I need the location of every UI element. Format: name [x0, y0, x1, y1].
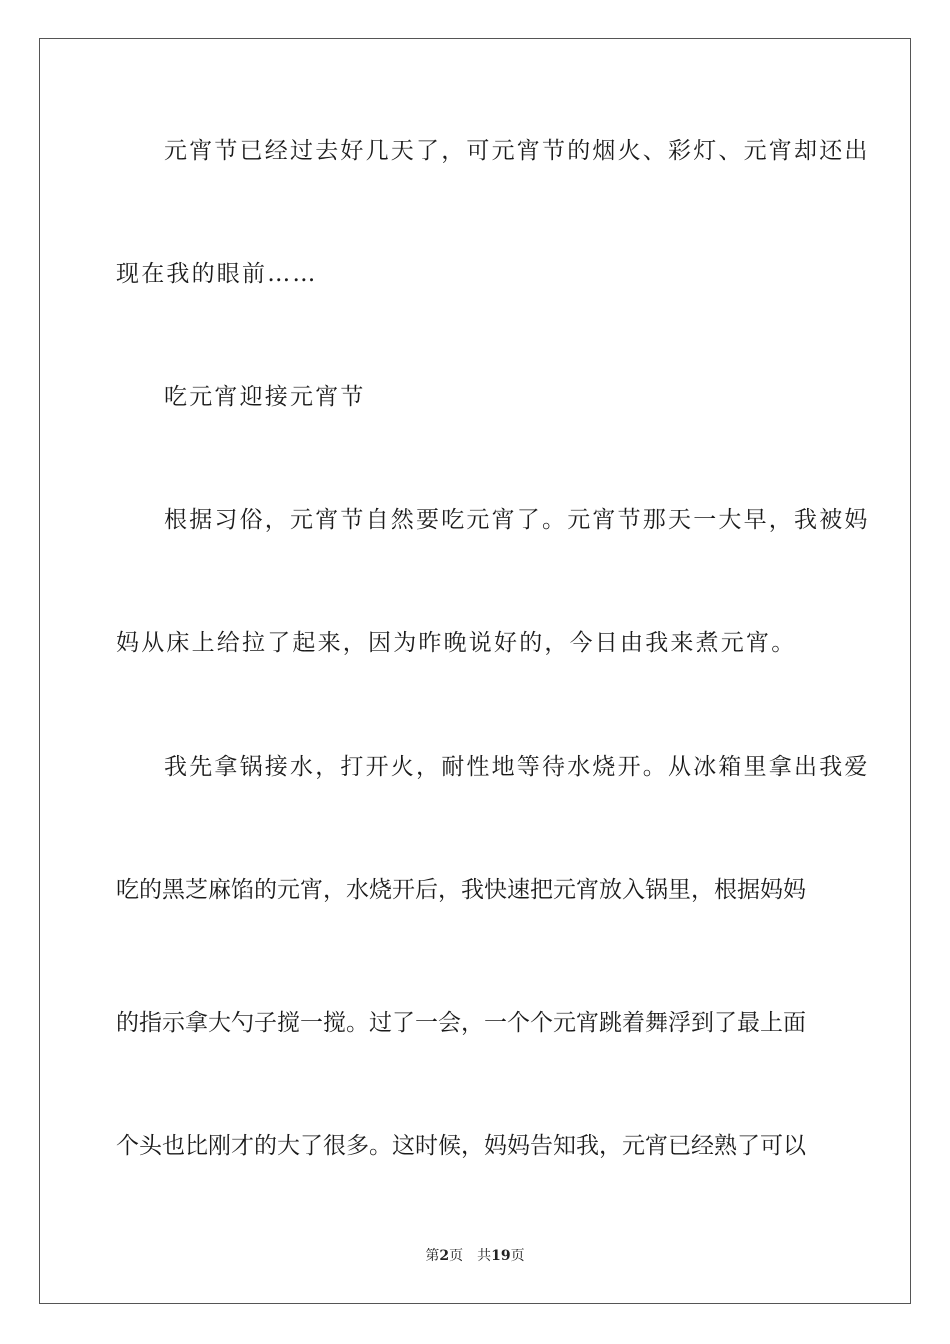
page-number: 2 — [439, 1248, 450, 1264]
page-frame — [39, 38, 911, 1304]
paragraph-line: 现在我的眼前…… — [116, 261, 318, 287]
page-suffix: 页 — [449, 1248, 464, 1264]
paragraph-line: 我先拿锅接水，打开火，耐性地等待水烧开。从冰箱里拿出我爱 — [164, 754, 870, 780]
total-suffix: 页 — [510, 1248, 525, 1264]
total-prefix: 共 — [477, 1248, 492, 1264]
paragraph-line: 元宵节已经过去好几天了，可元宵节的烟火、彩灯、元宵却还出 — [164, 138, 870, 164]
page-footer — [0, 1246, 950, 1266]
total-pages: 19 — [491, 1248, 511, 1264]
paragraph-line: 吃的黑芝麻馅的元宵，水烧开后，我快速把元宵放入锅里，根据妈妈 — [116, 877, 806, 903]
paragraph-line: 的指示拿大勺子搅一搅。过了一会，一个个元宵跳着舞浮到了最上面 — [116, 1010, 806, 1036]
paragraph-line: 根据习俗，元宵节自然要吃元宵了。元宵节那天一大早，我被妈 — [164, 507, 870, 533]
paragraph-line: 妈从床上给拉了起来，因为昨晚说好的，今日由我来煮元宵。 — [116, 630, 797, 656]
paragraph-line: 个头也比刚才的大了很多。这时候，妈妈告知我，元宵已经熟了可以 — [116, 1133, 806, 1159]
section-heading: 吃元宵迎接元宵节 — [164, 384, 366, 410]
page-prefix: 第 — [425, 1248, 440, 1264]
